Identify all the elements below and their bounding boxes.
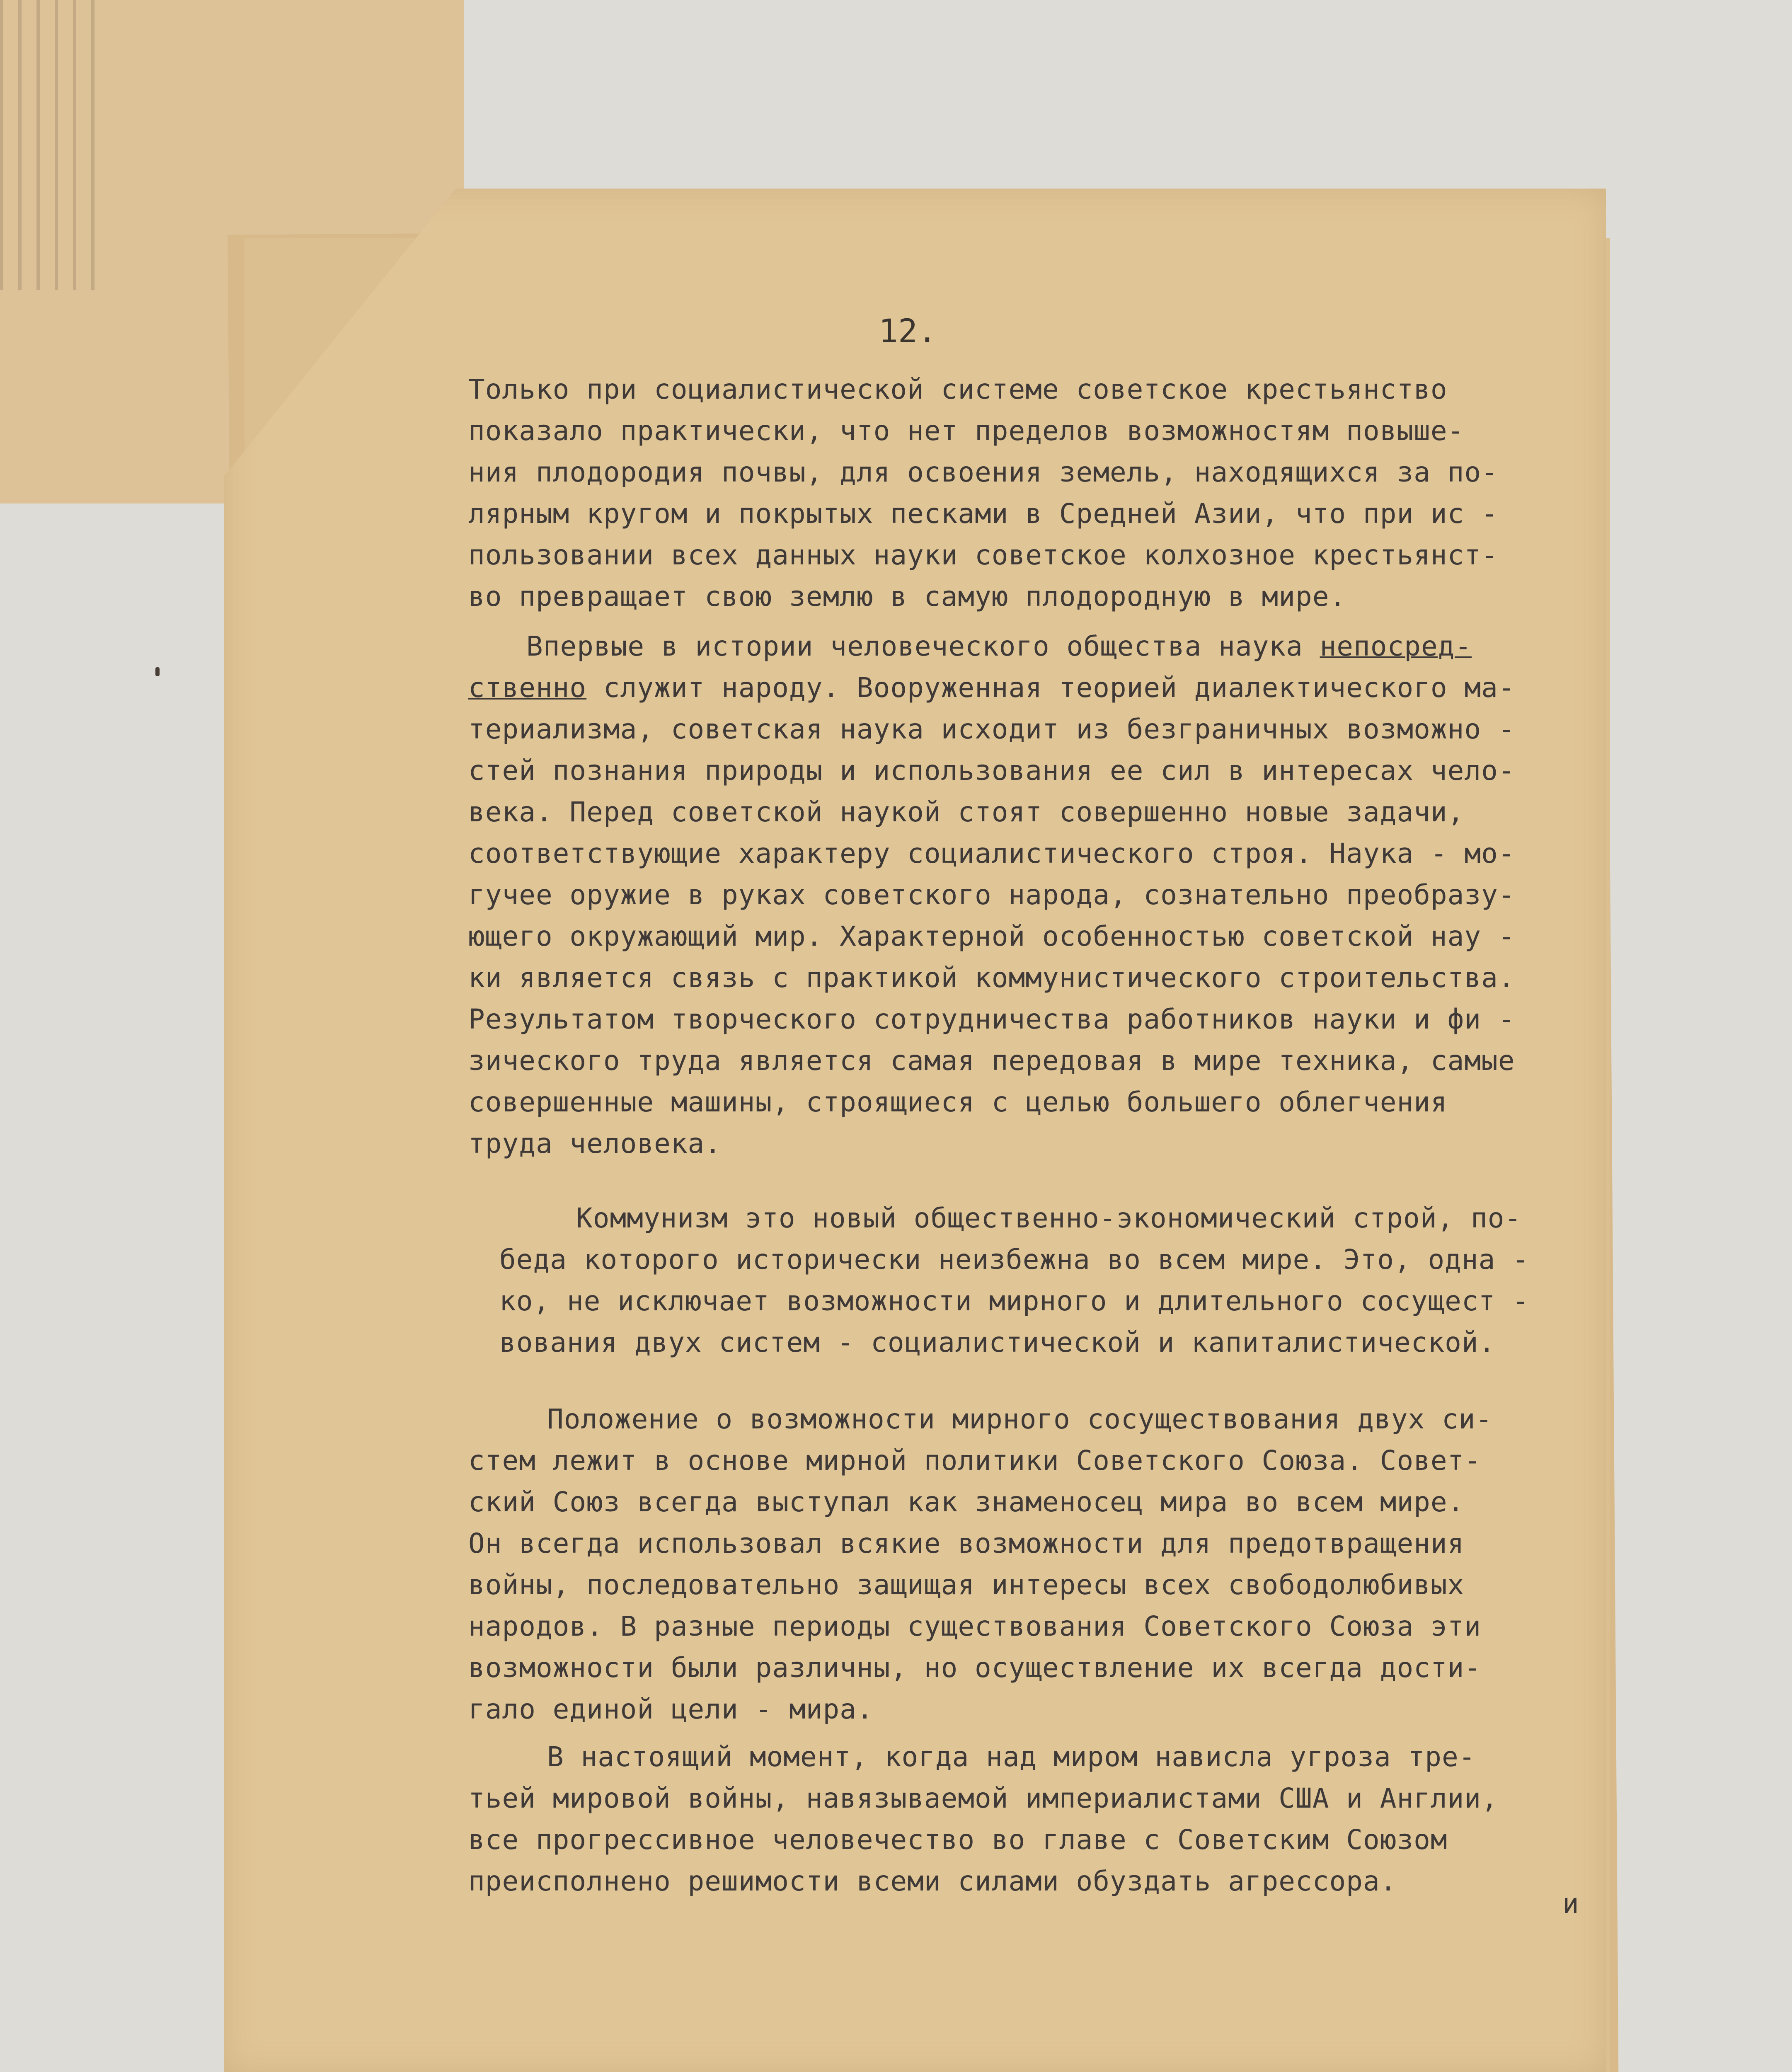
text-line: тьей мировой войны, навязываемой империалистами США и Англии,: [468, 1782, 1498, 1814]
text-line: ко, не исключает возможности мирного и длительного сосущест -: [499, 1285, 1529, 1317]
margin-mark: и: [1562, 1888, 1579, 1920]
text-line: народов. В разные периоды существования Советского Союза эти: [468, 1610, 1482, 1642]
page-number: 12.: [879, 313, 937, 350]
text-line: зического труда является самая передовая в мире техника, самые: [468, 1045, 1515, 1077]
text-line: В настоящий момент, когда над миром нависла угроза тре-: [547, 1741, 1476, 1773]
text-segment: Впервые в истории человеческого общества наука: [526, 630, 1320, 662]
text-line: ния плодородия почвы, для освоения земель, находящихся за по-: [468, 456, 1498, 488]
paragraph-3: [468, 1198, 1529, 1363]
text-line: войны, последовательно защищая интересы всех свободолюбивых: [468, 1569, 1465, 1601]
paragraph-5: [468, 1736, 1525, 1902]
text-line: вования двух систем - социалистической и капиталистической.: [499, 1326, 1496, 1358]
paragraph-4: [468, 1399, 1525, 1730]
text-line: [468, 667, 1525, 709]
text-line: териализма, советская наука исходит из безграничных возможно -: [468, 713, 1515, 745]
text-line: Положение о возможности мирного сосуществования двух си-: [547, 1403, 1493, 1435]
text-line: гучее оружие в руках советского народа, сознательно преобразу-: [468, 879, 1515, 911]
text-line: возможности были различны, но осуществление их всегда дости-: [468, 1652, 1482, 1684]
text-line: Коммунизм это новый общественно-экономический строй, по-: [576, 1202, 1522, 1234]
text-line: ки является связь с практикой коммунистического строительства.: [468, 962, 1515, 994]
underlined-word: ственно: [468, 672, 587, 704]
paragraph-2: [468, 626, 1525, 1164]
text-line: ющего окружающий мир. Характерной особенностью советской нау -: [468, 920, 1515, 952]
text-line: [526, 626, 1525, 667]
text-line: стей познания природы и использования ее сил в интересах чело-: [468, 755, 1515, 787]
text-line: совершенные машины, строящиеся с целью большего облегчения: [468, 1086, 1448, 1118]
text-line: показало практически, что нет пределов возможностям повыше-: [468, 415, 1465, 447]
text-line: беда которого исторически неизбежна во всем мире. Это, одна -: [499, 1244, 1529, 1276]
text-line: ский Союз всегда выступал как знаменосец мира во всем мире.: [468, 1486, 1465, 1518]
paragraph-1: [468, 369, 1525, 617]
text-line: все прогрессивное человечество во главе с Советским Союзом: [468, 1824, 1448, 1856]
text-line: века. Перед советской наукой стоят совершенно новые задачи,: [468, 796, 1465, 828]
text-line: во превращает свою землю в самую плодородную в мире.: [468, 581, 1346, 612]
text-line: пользовании всех данных науки советское колхозное крестьянст-: [468, 539, 1498, 571]
underlined-word: непосред-: [1320, 630, 1472, 662]
text-line: стем лежит в основе мирной политики Советского Союза. Совет-: [468, 1445, 1482, 1477]
text-line: лярным кругом и покрытых песками в Средней Азии, что при ис -: [468, 498, 1498, 530]
text-segment: служит народу. Вооруженная теорией диалектического ма-: [586, 672, 1515, 704]
text-line: Только при социалистической системе советское крестьянство: [468, 373, 1448, 405]
text-line: Он всегда использовал всякие возможности для предотвращения: [468, 1527, 1465, 1559]
bleed-through-text: [0, 0, 108, 290]
text-line: Результатом творческого сотрудничества работников науки и фи -: [468, 1003, 1515, 1035]
text-line: преисполнено решимости всеми силами обуздать агрессора.: [468, 1865, 1397, 1897]
text-line: соответствующие характеру социалистического строя. Наука - мо-: [468, 838, 1515, 869]
text-line: гало единой цели - мира.: [468, 1693, 874, 1725]
ink-speck: [155, 667, 160, 676]
text-line: труда человека.: [468, 1128, 722, 1159]
